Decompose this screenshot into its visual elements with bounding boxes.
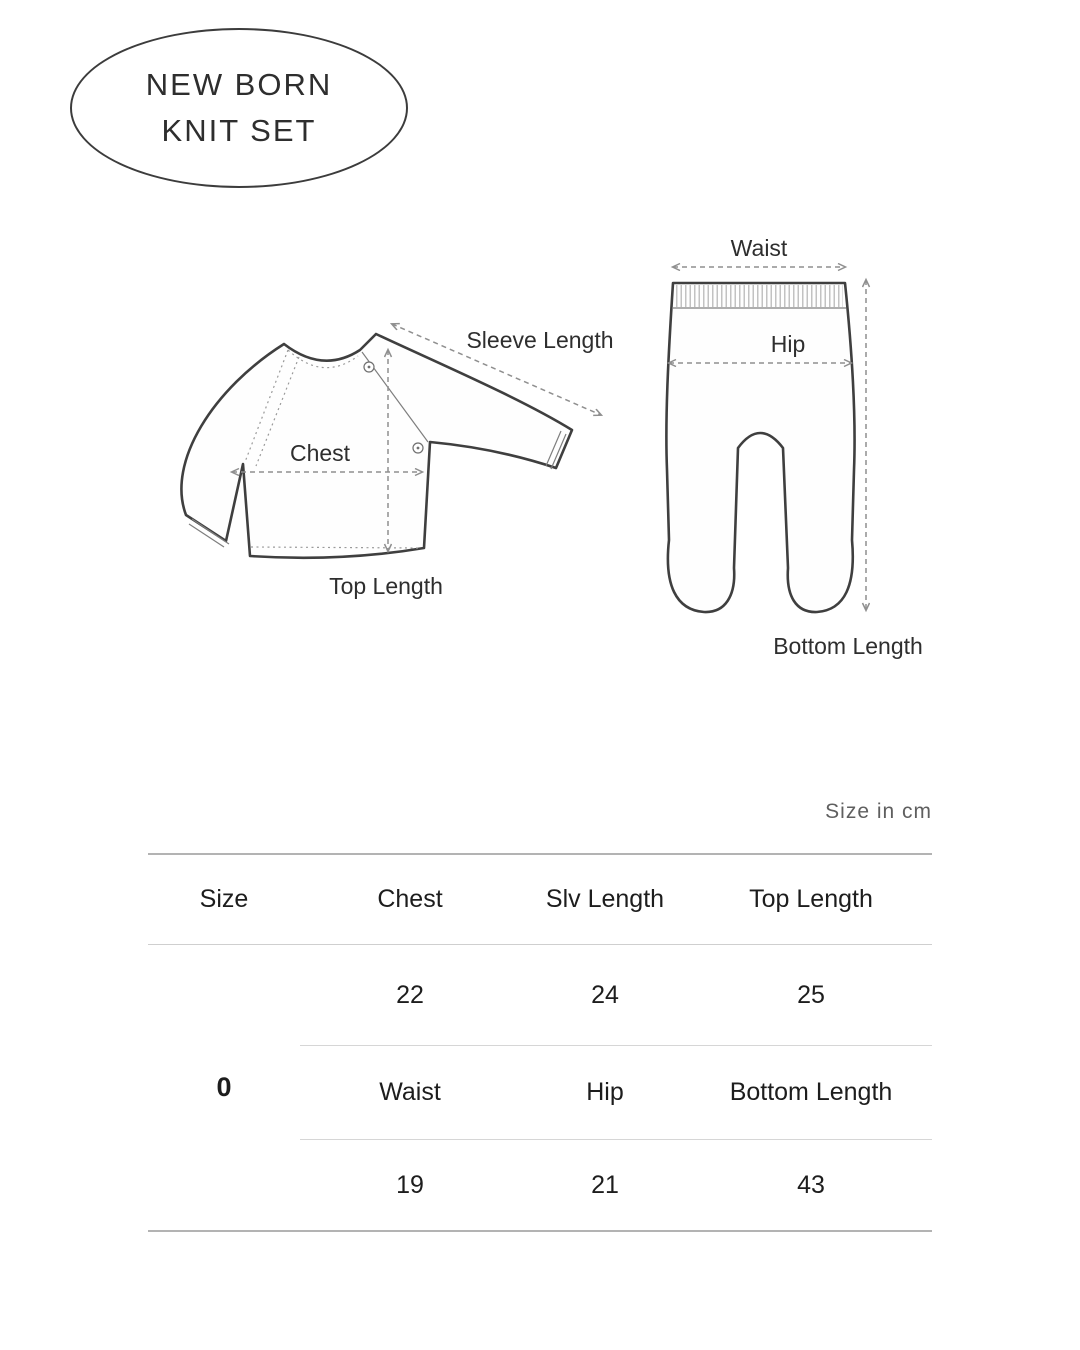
knit-pants-outline <box>666 283 854 612</box>
size-table <box>148 853 932 1232</box>
table-header-chest: Chest <box>300 855 520 945</box>
knit-top-outline <box>181 334 572 558</box>
sub-header-bottom-length: Bottom Length <box>690 1045 932 1139</box>
hip-label: Hip <box>770 331 806 357</box>
product-badge-line1: NEW BORN <box>145 66 333 102</box>
product-badge-line2: KNIT SET <box>161 113 317 148</box>
snap-button-top-dot <box>368 366 371 369</box>
waist-value: 19 <box>300 1139 520 1230</box>
hip-value: 21 <box>520 1139 690 1230</box>
knit-top-illustration <box>181 324 613 599</box>
size-value: 0 <box>216 1072 232 1102</box>
unit-note: Size in cm <box>825 800 932 823</box>
snap-button-bottom-dot <box>417 447 420 450</box>
chest-label: Chest <box>289 440 351 466</box>
waist-label: Waist <box>730 235 788 261</box>
table-header-size: Size <box>148 855 300 945</box>
bottom-length-label: Bottom Length <box>773 633 923 659</box>
top-length-label: Top Length <box>329 573 443 599</box>
table-header-slv-length: Slv Length <box>520 855 690 945</box>
table-header-top-length: Top Length <box>690 855 932 945</box>
slv-length-value: 24 <box>591 980 619 1009</box>
bottom-length-value: 43 <box>690 1139 932 1230</box>
knit-pants-illustration <box>666 235 922 659</box>
sub-header-waist: Waist <box>300 1045 520 1139</box>
top-length-value: 25 <box>797 980 825 1009</box>
sub-header-hip: Hip <box>520 1045 690 1139</box>
sleeve-length-label: Sleeve Length <box>466 327 614 353</box>
chest-value: 22 <box>396 980 424 1009</box>
